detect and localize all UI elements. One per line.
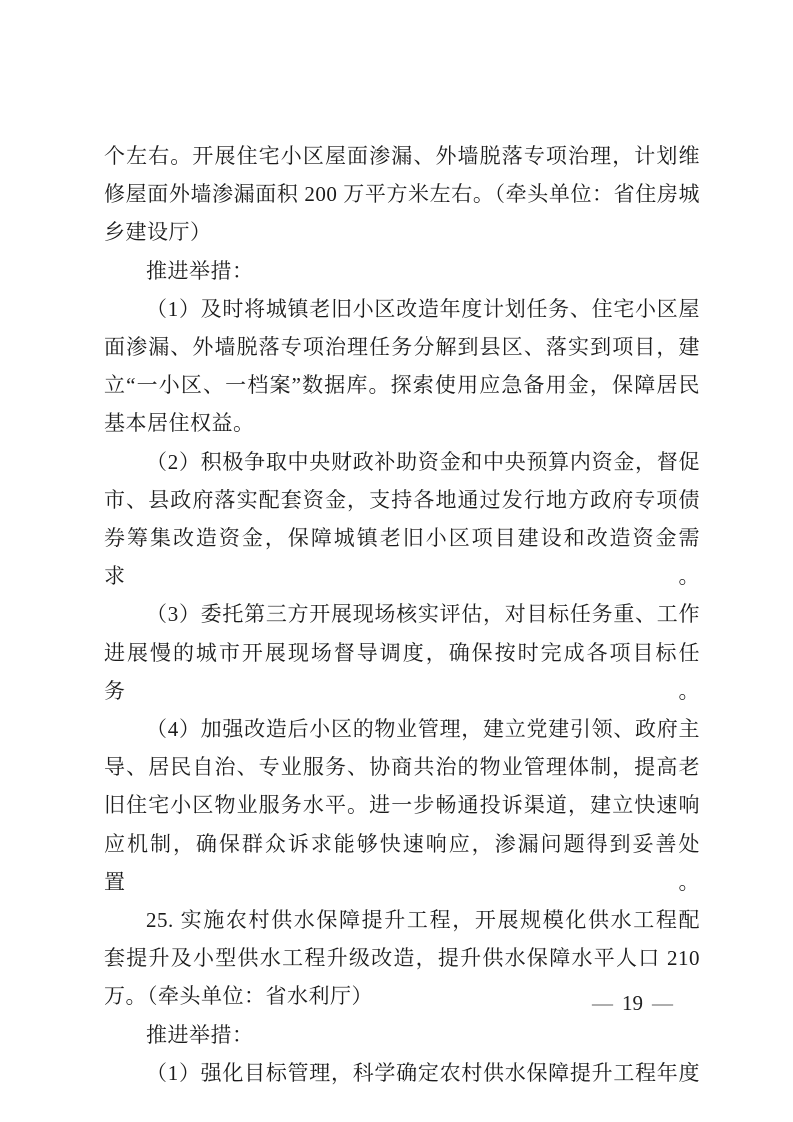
text-line: 个左右。开展住宅小区屋面渗漏、外墙脱落专项治理，计划维 — [104, 144, 700, 168]
text-line: （2）积极争取中央财政补助资金和中央预算内资金，督促 — [146, 449, 700, 474]
text-line: 券筹集改造资金，保障城镇老旧小区项目建设和改造资金需求。 — [104, 526, 700, 589]
text-line: 导、居民自治、专业服务、协商共治的物业管理体制，提高老 — [104, 755, 700, 780]
text-line: 乡建设厅） — [104, 220, 212, 245]
text-line: 旧住宅小区物业服务水平。进一步畅通投诉渠道，建立快速响 — [104, 793, 700, 818]
text-line: 25. 实施农村供水保障提升工程，开展规模化供水工程配 — [146, 908, 700, 933]
text-line: 基本居住权益。 — [104, 411, 255, 436]
text-line: 修屋面外墙渗漏面积 200 万平方米左右。（牵头单位：省住房城 — [104, 182, 700, 207]
text-line: 应机制，确保群众诉求能够快速响应，渗漏问题得到妥善处置。 — [104, 831, 700, 894]
text-line: 进展慢的城市开展现场督导调度，确保按时完成各项目标任务。 — [104, 640, 700, 703]
text-line: 万。（牵头单位：省水利厅） — [104, 984, 373, 1009]
text-line: 面渗漏、外墙脱落专项治理任务分解到县区、落实到项目，建 — [104, 335, 700, 360]
text-line: 立“一小区、一档案”数据库。探索使用应急备用金，保障居民 — [104, 373, 700, 398]
page-number-dash-right: — — [652, 991, 673, 1015]
text-line: 套提升及小型供水工程升级改造，提升供水保障水平人口 210 — [104, 946, 700, 971]
text-line: （1）及时将城镇老旧小区改造年度计划任务、住宅小区屋 — [146, 296, 700, 321]
page-number-value: 19 — [622, 991, 643, 1015]
text-line: （4）加强改造后小区的物业管理，建立党建引领、政府主 — [146, 717, 700, 742]
text-line: （3）委托第三方开展现场核实评估，对目标任务重、工作 — [146, 602, 700, 627]
document-body — [104, 137, 700, 1092]
text-line: 推进举措： — [146, 258, 254, 283]
text-line: （1）强化目标管理，科学确定农村供水保障提升工程年度 — [146, 1060, 700, 1085]
text-line: 推进举措： — [146, 1022, 254, 1047]
text-line: 市、县政府落实配套资金，支持各地通过发行地方政府专项债 — [104, 487, 700, 512]
page-number-dash-left: — — [592, 991, 613, 1015]
page-number — [592, 991, 673, 1016]
